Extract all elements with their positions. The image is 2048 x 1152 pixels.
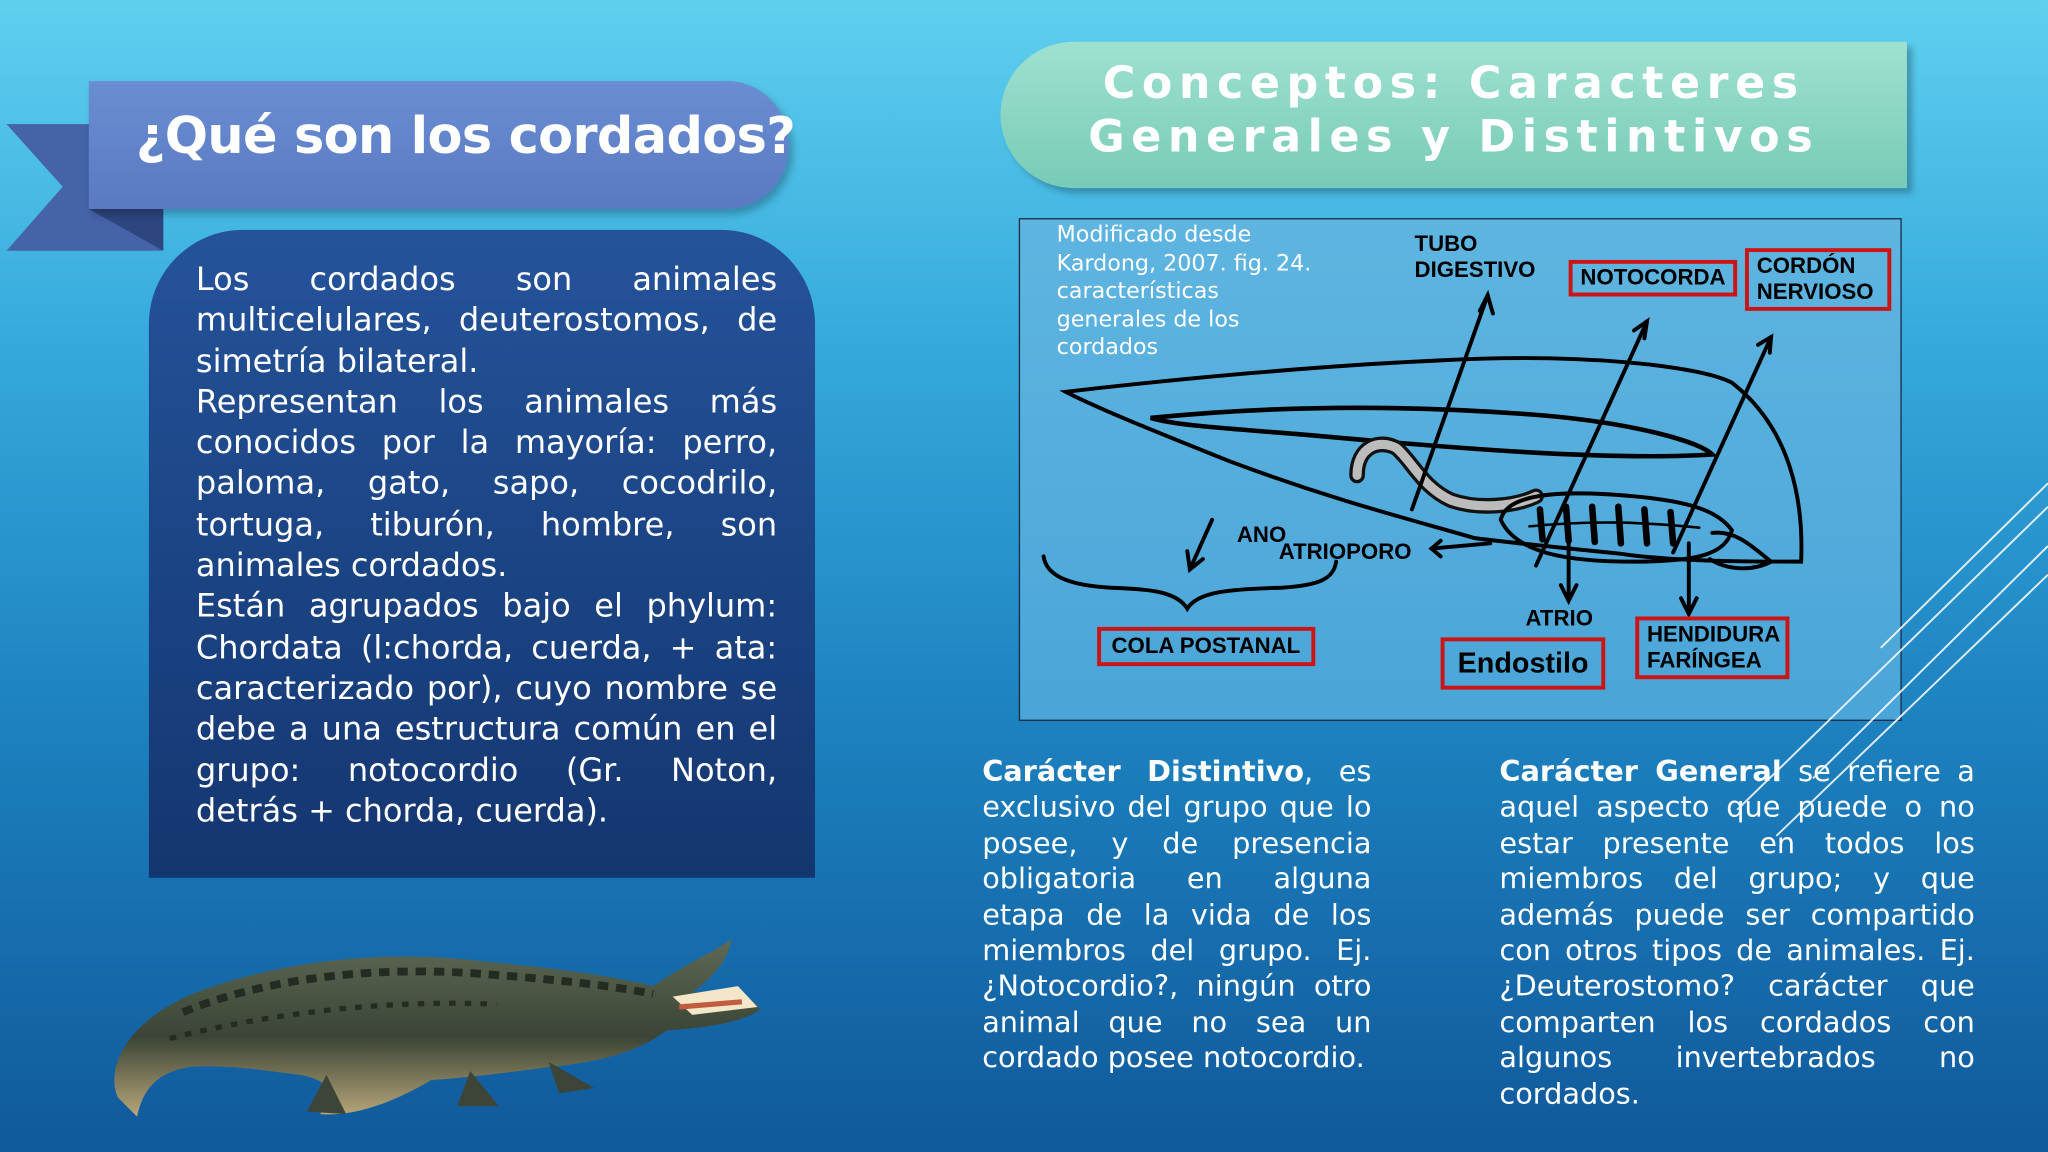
- concepts-title-line: Generales y Distintivos: [1088, 111, 1820, 164]
- intro-paragraph: Representan los animales más conocidos por la mayoría: perro, paloma, gato, sapo, cocodrilo, tortuga, tiburón, hombre, son animales cordados.: [195, 382, 778, 584]
- distinctive-character-term: Carácter Distintivo: [982, 756, 1305, 789]
- distinctive-character-definition: , es exclusivo del grupo que lo posee, y de presencia obligatoria en alguna etapa de la vida de los miembros del grupo. Ej. ¿Notocordio?, ningún otro animal que no sea un cordado posee notocordio.: [982, 756, 1372, 1076]
- intro-paragraph: Están agrupados bajo el phylum: Chordata (l:chorda, cuerda, + ata: caracterizado por), cuyo nombre se debe a una estructura común en el grupo: notocordio (Gr. Noton, detrás + chorda, cuerda).: [195, 586, 778, 830]
- page-title: ¿Qué son los cordados?: [135, 107, 796, 166]
- label-tubo-digestivo: TUBO DIGESTIVO: [1414, 231, 1536, 283]
- label-hendidura-faringea: HENDIDURA FARÍNGEA: [1635, 616, 1789, 679]
- intro-paragraph: Los cordados son animales multicelulares, deuterostomos, de simetría bilateral.: [195, 259, 778, 380]
- label-cola-postanal: COLA POSTANAL: [1097, 627, 1314, 666]
- label-ano: ANO: [1236, 522, 1287, 548]
- general-character-term: Carácter General: [1499, 756, 1782, 789]
- concepts-title-line: Conceptos: Caracteres: [1102, 57, 1805, 110]
- label-atrio: ATRIO: [1525, 606, 1593, 631]
- label-endostilo: Endostilo: [1441, 637, 1606, 689]
- label-notocorda: NOTOCORDA: [1569, 260, 1738, 297]
- general-character-definition: se refiere a aquel aspecto que puede o no estar presente en todos los miembros del grupo; y que además puede ser compartido con otros tipos de animales. Ej. ¿Deuterostomo? carácter que comparten los cordados con algunos invertebrados no cordados.: [1499, 756, 1975, 1112]
- diagram-caption: Modificado desde Kardong, 2007. fig. 24. características generales de los cordados: [1056, 222, 1312, 361]
- label-cordon-nervioso: CORDÓN NERVIOSO: [1745, 248, 1891, 311]
- label-atrioporo: ATRIOPORO: [1278, 539, 1412, 565]
